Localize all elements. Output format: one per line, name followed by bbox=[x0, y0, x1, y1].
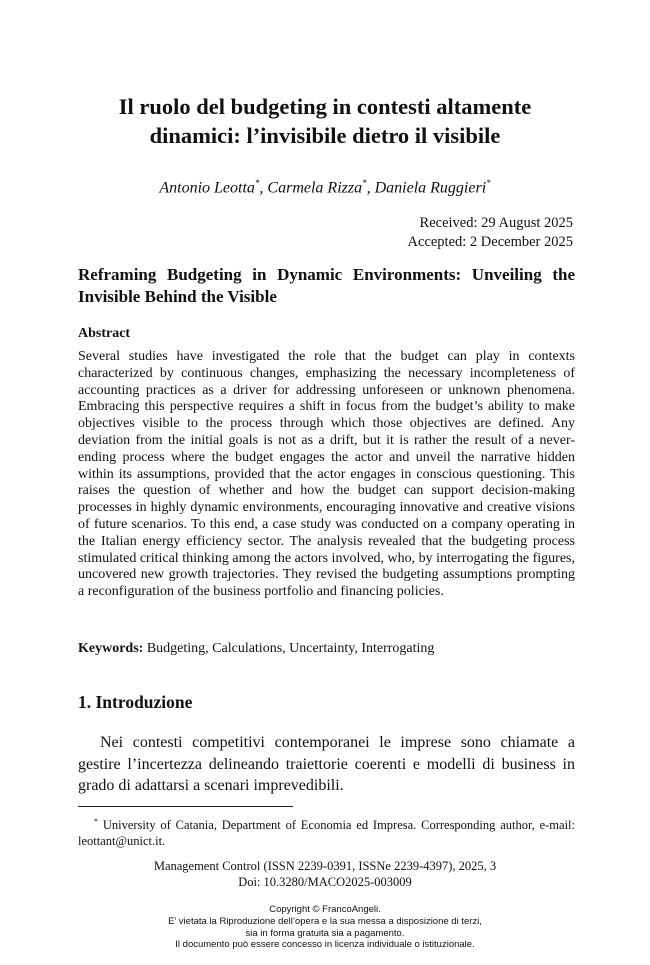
journal-line: Management Control (ISSN 2239-0391, ISSNe 2239-4397), 2025, 3 bbox=[153, 859, 497, 873]
abstract-heading: Abstract bbox=[78, 326, 131, 341]
footnote bbox=[78, 814, 575, 849]
received-date: Received: 29 August 2025 bbox=[419, 215, 573, 231]
article-title bbox=[60, 92, 590, 150]
abstract-text: Several studies have investigated the role that the budget can play in contexts characterized by continuous changes, emphasizing the necessary incompleteness of accounting practices as a driver for addressing unforeseen or unknown phenomena. Embracing this perspective requires a shift in focus from the budget’s ability to make objectives visible to the process through which those objectives are defined. Any deviation from the initial goals is not as a drift, but it is rather the result of a never-ending process where the budget engages the actor and unveil the narrative hidden within its assumptions, provided that the actor engages in conscious questioning. This raises the question of whether and how the budget can support decision-making processes in highly dynamic environments, encouraging innovative and creative visions of future scenarios. To this end, a case study was conducted on a company operating in the Italian energy efficiency sector. The analysis revealed that the budgeting process stimulated critical thinking among the actors involved, who, by interrogating the figures, uncovered new growth trajectories. They revised the budgeting assumptions prompting a reconfiguration of the business portfolio and financing policies. bbox=[78, 349, 575, 600]
title-line: dinamici: l’invisibile dietro il visibile bbox=[149, 123, 501, 148]
author-affiliation-mark: * bbox=[486, 178, 491, 188]
journal-info bbox=[0, 858, 650, 890]
footnote-mark: * bbox=[94, 817, 98, 826]
author-separator: , bbox=[259, 179, 268, 197]
footnote-text: University of Catania, Department of Economia ed Impresa. Corresponding author, e-mail: leottant@unict.it. bbox=[78, 818, 575, 849]
footnote-divider bbox=[78, 806, 293, 807]
author-affiliation-mark: * bbox=[254, 178, 260, 188]
publication-dates bbox=[408, 214, 573, 252]
copyright-line: Il documento può essere concesso in licenza individuale o istituzionale. bbox=[175, 939, 475, 951]
author-name: Daniela Ruggieri bbox=[374, 179, 487, 197]
keywords bbox=[78, 641, 575, 657]
author-list bbox=[0, 178, 650, 197]
section-heading: 1. Introduzione bbox=[78, 692, 193, 712]
doi-line: Doi: 10.3280/MACO2025-003009 bbox=[238, 875, 412, 889]
copyright-line: sia in forma gratuita sia a pagamento. bbox=[245, 927, 405, 939]
copyright-notice bbox=[0, 904, 650, 951]
copyright-line: E’ vietata la Riproduzione dell’opera e la sua messa a disposizione di terzi, bbox=[168, 915, 482, 927]
intro-paragraph: Nei contesti competitivi contemporanei le imprese sono chiamate a gestire l’incertezza delineando traiettorie coerenti e modelli di business in grado di adattarsi a scenari imprevedibili. bbox=[78, 734, 575, 794]
keywords-list: Budgeting, Calculations, Uncertainty, Interrogating bbox=[146, 641, 435, 656]
copyright-line: Copyright © FrancoAngeli. bbox=[269, 904, 381, 915]
accepted-date: Accepted: 2 December 2025 bbox=[407, 234, 573, 250]
author-name: Antonio Leotta bbox=[159, 179, 255, 197]
author-name: Carmela Rizza bbox=[267, 179, 363, 197]
english-title: Reframing Budgeting in Dynamic Environments: Unveiling the Invisible Behind the Visible bbox=[78, 265, 575, 306]
title-line: Il ruolo del budgeting in contesti altamente bbox=[118, 94, 532, 119]
author-affiliation-mark: * bbox=[362, 178, 367, 188]
author-separator: , bbox=[366, 179, 375, 197]
keywords-label: Keywords: bbox=[78, 641, 144, 656]
